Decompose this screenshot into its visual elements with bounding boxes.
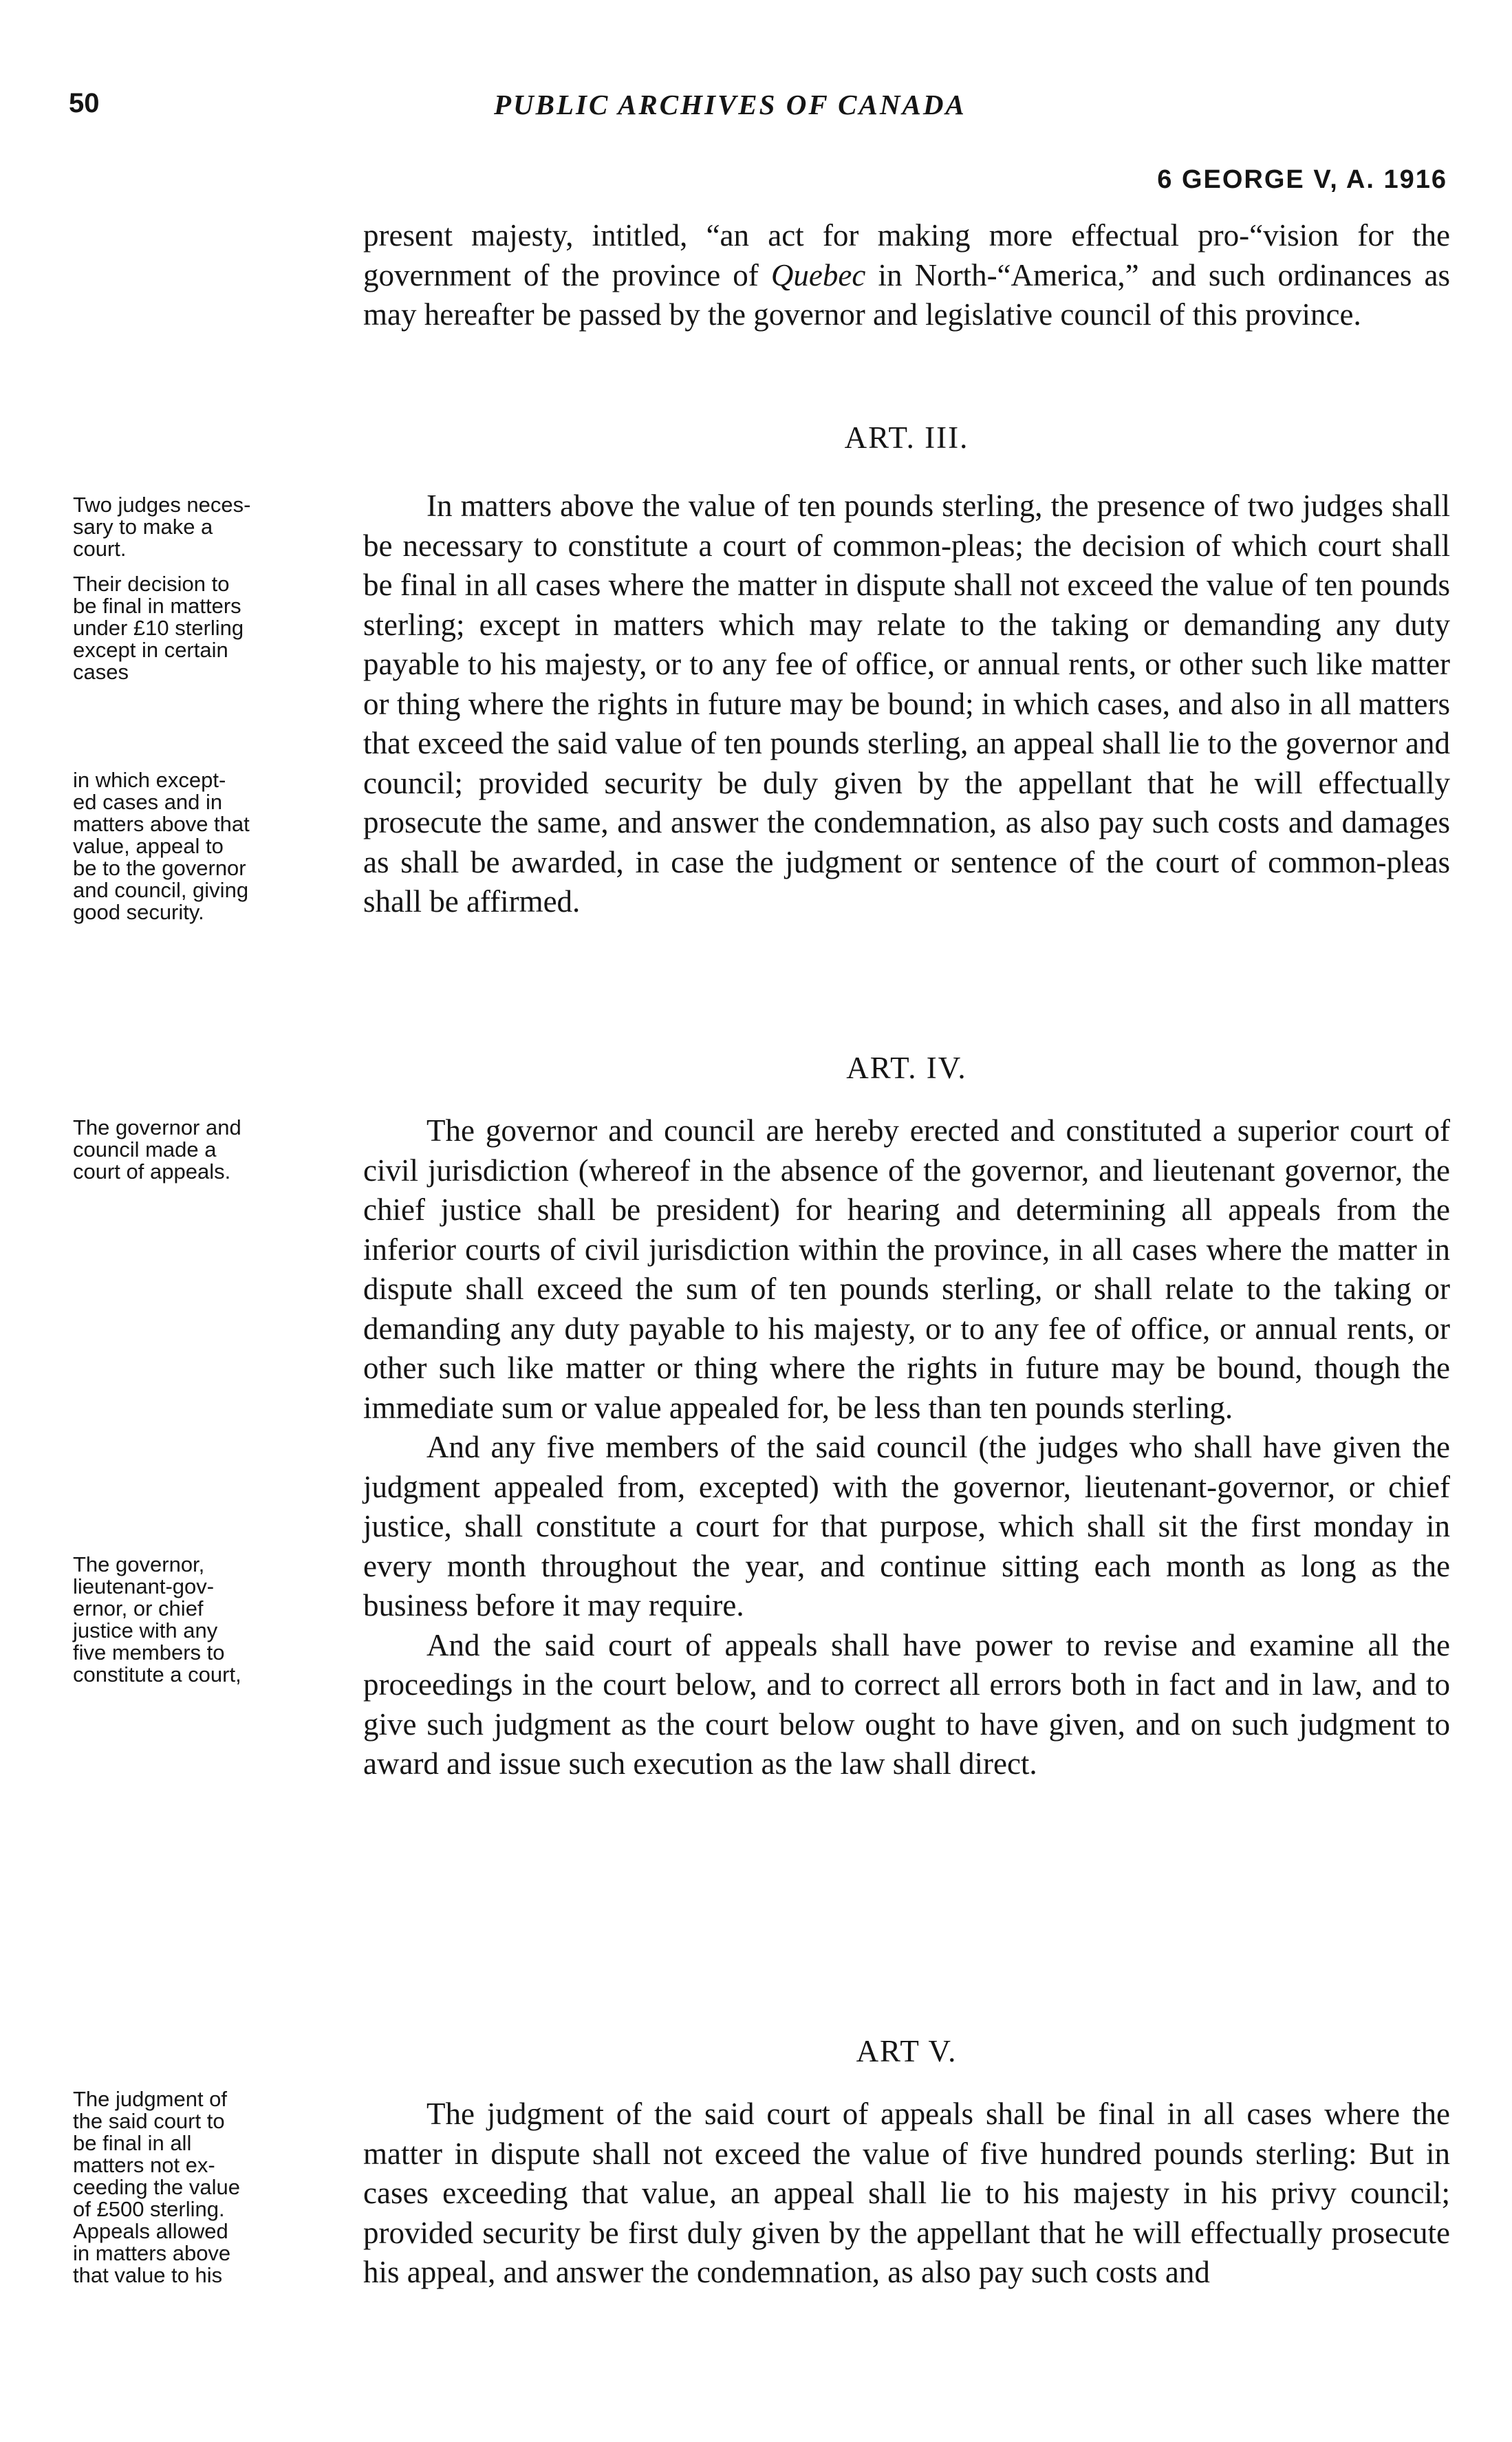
margin-note-line: good security. [73, 900, 204, 924]
article-4-body [363, 1111, 1450, 1784]
article-5-paragraph: The judgment of the said court of appeals shall be final in all cases where the matter in dispute shall not exceed the value of five hundred pounds sterling: But in cases exceeding that value, an appeal shall lie to his majesty in his privy council; provided security be first duly given by the appellant that he will effectually prosecute his appeal, and answer the condemnation, as also pay such costs and [363, 2097, 1450, 2289]
margin-note-line: council made a [73, 1137, 217, 1161]
margin-note-line: be to the governor [73, 856, 246, 880]
margin-note-line: value, appeal to [73, 834, 224, 858]
margin-note-line: in which except- [73, 768, 226, 792]
article-3-body [363, 486, 1450, 922]
margin-note-line: except in certain [73, 638, 228, 662]
margin-note-decision-final [73, 573, 334, 683]
margin-note-constitute-court [73, 1554, 334, 1686]
margin-note-line: of £500 sterling. [73, 2197, 225, 2221]
margin-note-line: ernor, or chief [73, 1596, 204, 1620]
margin-note-line: be final in matters [73, 594, 241, 618]
margin-note-line: five members to [73, 1640, 225, 1664]
margin-note-two-judges [73, 494, 334, 560]
margin-note-excepted-cases [73, 769, 334, 923]
margin-note-line: that value to his [73, 2263, 223, 2287]
intro-text-after: in North-“America,” and such ordinances as may hereafter be passed by the governor and legislative council of this province. [363, 257, 1450, 332]
margin-note-line: sary to make a [73, 515, 213, 539]
running-title: PUBLIC ARCHIVES OF CANADA [494, 89, 966, 120]
intro-paragraph [363, 216, 1450, 335]
margin-note-line: Appeals allowed [73, 2219, 228, 2243]
article-4-heading: ART. IV. [846, 1051, 967, 1085]
article-4-paragraph-3: And the said court of appeals shall have power to revise and examine all the proceedings in the court below, and to correct all errors both in fact and in law, and to give such judgment as the court below ought to have given, and on such judgment to award and issue such execution as the law shall direct. [363, 1627, 1450, 1781]
article-3-paragraph: In matters above the value of ten pounds sterling, the presence of two judges shall be necessary to constitute a court of common-pleas; the decision of which court shall be final in all cases where the matter in dispute shall not exceed the value of ten pounds sterling; except in matters which may relate to the taking or demanding any duty payable to his majesty, or to any fee of office, or annual rents, or other such like matter or thing where the rights in future may be bound; in which cases, and also in all matters that exceed the said value of ten pounds sterling, an appeal shall lie to the governor and council; provided security be duly given by the appellant that he will effectually prosecute the same, and answer the condemnation, as also pay such costs and damages as shall be awarded, in case the judgment or sentence of the court of common-pleas shall be affirmed. [363, 489, 1450, 919]
session-label: 6 GEORGE V, A. 1916 [1157, 165, 1447, 194]
article-4-paragraph-1: The governor and council are hereby erected and constituted a superior court of civil jurisdiction (whereof in the absence of the governor, and lieutenant governor, the chief justice shall be president) for hearing and determining all appeals from the inferior courts of civil jurisdiction within the province, in all cases where the matter in dispute shall exceed the sum of ten pounds sterling, or shall relate to the taking or demanding any duty payable to his majesty, or to any fee of office, or annual rents, or other such like matter or thing where the rights in future may be bound, though the immediate sum or value appealed for, be less than ten pounds sterling. [363, 1113, 1450, 1425]
margin-note-line: the said court to [73, 2109, 225, 2133]
page-header [0, 88, 1512, 136]
margin-note-line: justice with any [73, 1618, 218, 1642]
margin-note-line: ed cases and in [73, 790, 223, 814]
margin-note-line: and council, giving [73, 878, 249, 902]
margin-note-judgment-final [73, 2088, 334, 2286]
intro-text-emphasis: Quebec [770, 257, 866, 292]
margin-note-court-of-appeals [73, 1117, 334, 1183]
margin-note-line: in matters above [73, 2241, 231, 2265]
margin-note-line: court. [73, 537, 127, 561]
article-3-heading: ART. III. [844, 420, 969, 455]
margin-note-line: matters not ex- [73, 2153, 215, 2177]
page-number: 50 [69, 88, 100, 118]
margin-note-line: The governor and [73, 1115, 241, 1139]
margin-note-line: matters above that [73, 812, 250, 836]
margin-note-line: be final in all [73, 2131, 192, 2155]
margin-note-line: court of appeals. [73, 1159, 231, 1183]
article-5-body [363, 2095, 1450, 2293]
intro-text-before: present majesty, intitled, “an act for making more effectual pro-“vision for the government of the province of [363, 218, 1450, 292]
margin-note-line: lieutenant-gov- [73, 1574, 215, 1598]
margin-note-line: under £10 sterling [73, 616, 244, 640]
margin-note-line: cases [73, 660, 129, 684]
margin-note-line: Two judges neces- [73, 493, 251, 517]
margin-note-line: constitute a court, [73, 1662, 241, 1686]
margin-note-line: ceeding the value [73, 2175, 241, 2199]
margin-note-line: Their decision to [73, 572, 230, 596]
margin-note-line: The judgment of [73, 2087, 228, 2111]
margin-note-line: The governor, [73, 1552, 205, 1576]
article-5-heading: ART V. [856, 2034, 958, 2068]
article-4-paragraph-2: And any five members of the said council (the judges who shall have given the judgment appealed from, excepted) with the governor, lieutenant-governor, or chief justice, shall constitute a court for that purpose, which shall sit the first monday in every month throughout the year, and continue sitting each month as long as the business before it may require. [363, 1430, 1450, 1622]
